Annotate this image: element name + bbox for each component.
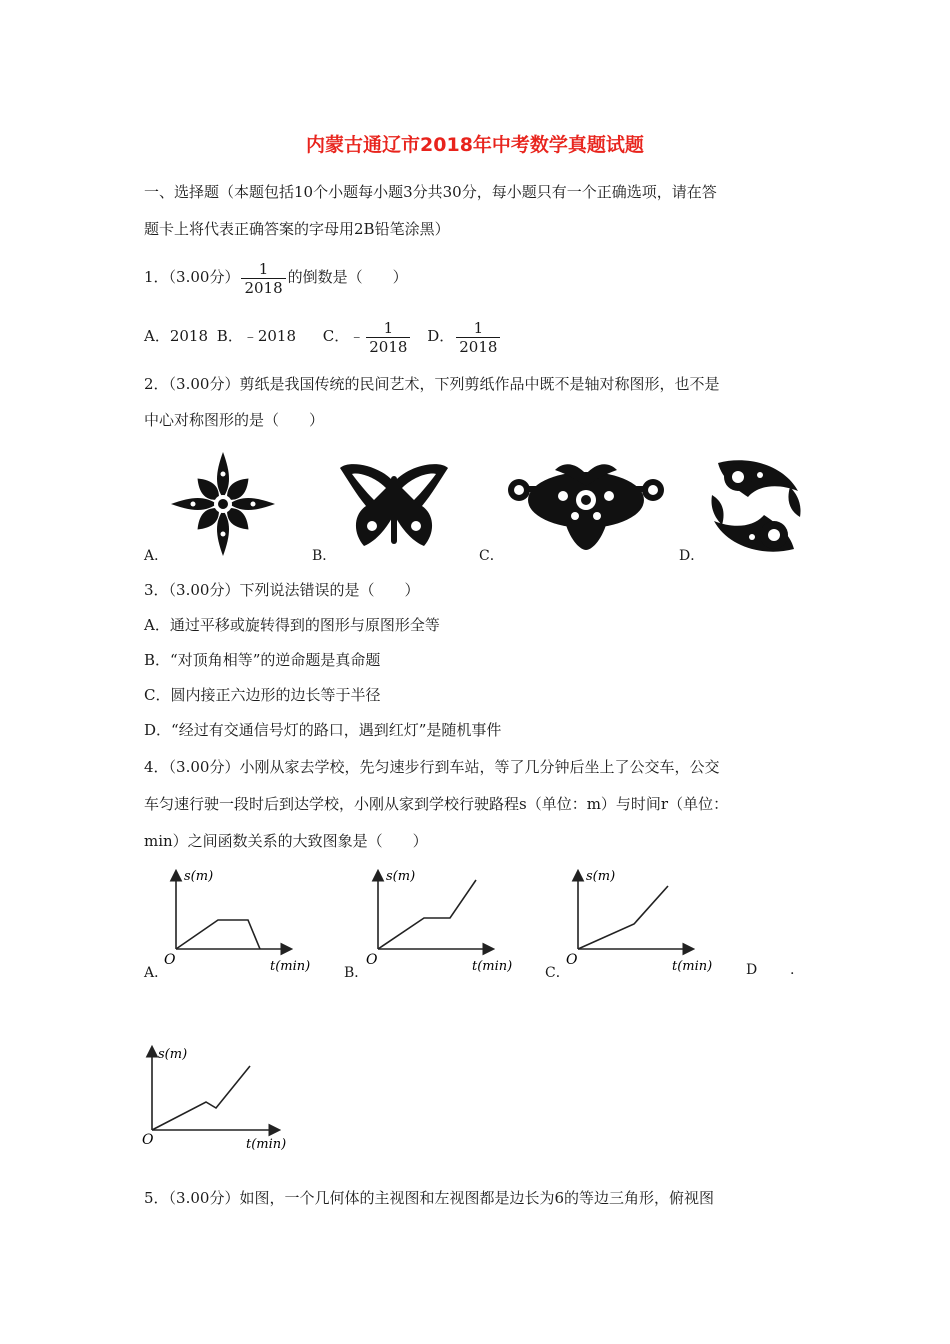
graph-b-x-label: t(min): [472, 959, 513, 974]
papercut-a-image: [168, 450, 278, 558]
question-2-line2: 中心对称图形的是（ ）: [144, 411, 325, 429]
q1-suffix: 的倒数是（ ）: [287, 268, 408, 286]
question-4-line1: 4．（3.00分）小刚从家去学校，先匀速步行到车站，等了几分钟后坐上了公交车，公交: [144, 758, 720, 776]
question-1-options: [144, 316, 502, 356]
papercut-d-image: [708, 455, 804, 557]
q1-frac-den: 2018: [244, 278, 283, 297]
graph-a-y-label: s(m): [184, 869, 214, 884]
question-5-line1: 5．（3.00分）如图，一个几何体的主视图和左视图都是边长为6的等边三角形，俯视图: [144, 1189, 714, 1207]
q1-d-num: 1: [456, 319, 500, 338]
q1-c-den: 2018: [369, 337, 408, 356]
graph-c-y-label: s(m): [586, 869, 616, 884]
graph-a: [160, 864, 320, 976]
graph-b-y-label: s(m): [386, 869, 416, 884]
graph-c-origin: O: [566, 952, 578, 968]
graph-c-line: [578, 886, 668, 949]
q3-option-d: D．“经过有交通信号灯的路口，遇到红灯”是随机事件: [144, 721, 502, 739]
graph-d-origin: O: [142, 1132, 154, 1148]
papercut-c-image: [505, 460, 667, 552]
q1-option-d-frac: [456, 319, 500, 356]
graph-a-origin: O: [164, 952, 176, 968]
graph-c-x-label: t(min): [672, 959, 713, 974]
q2-label-b: B．: [312, 548, 337, 564]
q1-option-c-label: C．﹣: [322, 327, 365, 345]
papercut-b-image: [338, 462, 450, 554]
q1-prefix: 1．（3.00分）: [144, 268, 240, 286]
graph-a-x-label: t(min): [270, 959, 311, 974]
section-instructions-line1: 一、选择题（本题包括10个小题每小题3分共30分，每小题只有一个正确选项，请在答: [144, 183, 717, 201]
graph-d-x-label: t(min): [246, 1137, 287, 1152]
q4-label-d-dot: .: [790, 962, 795, 978]
q1-option-a: A．2018: [144, 327, 209, 345]
q1-frac-num: 1: [241, 260, 285, 279]
section-instructions-line2: 题卡上将代表正确答案的字母用2B铅笔涂黑）: [144, 220, 450, 238]
q3-option-c: C．圆内接正六边形的边长等于半径: [144, 686, 381, 704]
q1-option-d-label: D．: [427, 327, 455, 345]
q1-option-b: B．﹣2018: [216, 327, 296, 345]
graph-a-line: [176, 920, 260, 949]
q4-label-c: C．: [545, 965, 570, 981]
q2-label-a: A．: [144, 548, 169, 564]
q4-label-b: B．: [344, 965, 369, 981]
q4-label-d: D: [746, 962, 758, 978]
question-3-stem: 3．（3.00分）下列说法错误的是（ ）: [144, 581, 420, 599]
question-1-stem: [144, 258, 408, 297]
graph-b: [362, 864, 522, 976]
q1-c-num: 1: [366, 319, 410, 338]
graph-d-line: [152, 1066, 250, 1130]
q3-option-b: B．“对顶角相等”的逆命题是真命题: [144, 651, 381, 669]
graph-d-y-label: s(m): [158, 1047, 188, 1062]
question-4-line3: min）之间函数关系的大致图象是（ ）: [144, 832, 428, 850]
q2-label-c: C．: [479, 548, 504, 564]
q1-fraction: [241, 260, 285, 297]
question-2-line1: 2．（3.00分）剪纸是我国传统的民间艺术，下列剪纸作品中既不是轴对称图形，也不是: [144, 375, 720, 393]
q2-label-d: D．: [679, 548, 705, 564]
page-title: 内蒙古通辽市2018年中考数学真题试题: [306, 134, 644, 156]
graph-b-origin: O: [366, 952, 378, 968]
question-4-line2: 车匀速行驶一段时后到达学校，小刚从家到学校行驶路程s（单位：m）与时间r（单位：: [144, 795, 729, 813]
graph-d: [136, 1040, 302, 1156]
q3-option-a: A．通过平移或旋转得到的图形与原图形全等: [144, 616, 440, 634]
q4-label-a: A．: [144, 965, 169, 981]
q1-d-den: 2018: [459, 337, 498, 356]
graph-b-line: [378, 880, 476, 949]
q1-option-c-frac: [366, 319, 410, 356]
graph-c: [562, 864, 722, 976]
